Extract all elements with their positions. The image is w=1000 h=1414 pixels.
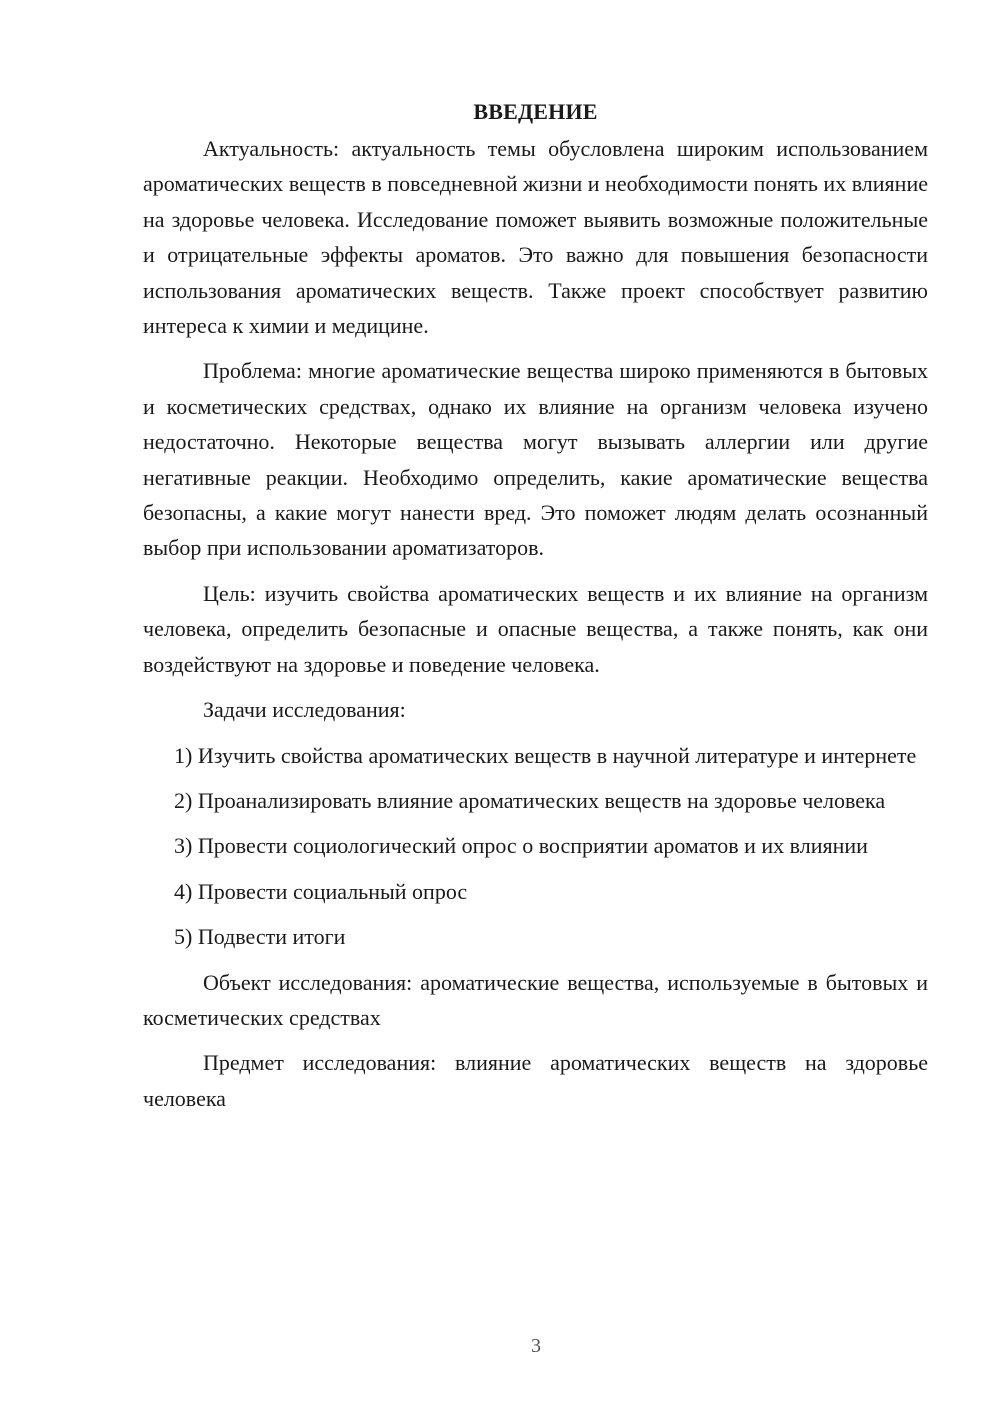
page-number: 3 [531, 1335, 541, 1357]
tasks-list [143, 738, 928, 955]
subject-paragraph: Предмет исследования: влияние ароматических веществ на здоровье человека [143, 1050, 928, 1111]
goal-paragraph: Цель: изучить свойства ароматических веществ и их влияние на организм человека, определить безопасные и опасные вещества, а также понять, как они воздействуют на здоровье и поведение человека. [143, 580, 928, 677]
page-title: ВВЕДЕНИЕ [473, 99, 598, 124]
task-item: 4) Провести социальный опрос [174, 878, 468, 904]
task-item: 5) Подвести итоги [174, 924, 346, 950]
object-paragraph: Объект исследования: ароматические вещества, используемые в бытовых и косметических средствах [143, 969, 928, 1030]
task-item: 1) Изучить свойства ароматических веществ в научной литературе и интернете [174, 742, 917, 768]
problem-paragraph: Проблема: многие ароматические вещества широко применяются в бытовых и косметических средствах, однако их влияние на организм человека изучено недостаточно. Некоторые вещества могут вызывать аллергии или другие негативные реакции. Необходимо определить, какие ароматические вещества безопасны, а какие могут нанести вред. Это поможет людям делать осознанный выбор при использовании ароматизаторов. [143, 358, 928, 561]
tasks-heading: Задачи исследования: [203, 697, 406, 723]
task-item: 3) Провести социологический опрос о восприятии ароматов и их влиянии [174, 833, 868, 859]
task-item: 2) Проанализировать влияние ароматических веществ на здоровье человека [174, 787, 886, 813]
relevance-paragraph: Актуальность: актуальность темы обусловлена широким использованием ароматических веществ в повседневной жизни и необходимости понять их влияние на здоровье человека. Исследование поможет выявить возможные положительные и отрицательные эффекты ароматов. Это важно для повышения безопасности использования ароматических веществ. Также проект способствует развитию интереса к химии и медицине. [143, 136, 928, 339]
document-body [143, 94, 928, 1126]
